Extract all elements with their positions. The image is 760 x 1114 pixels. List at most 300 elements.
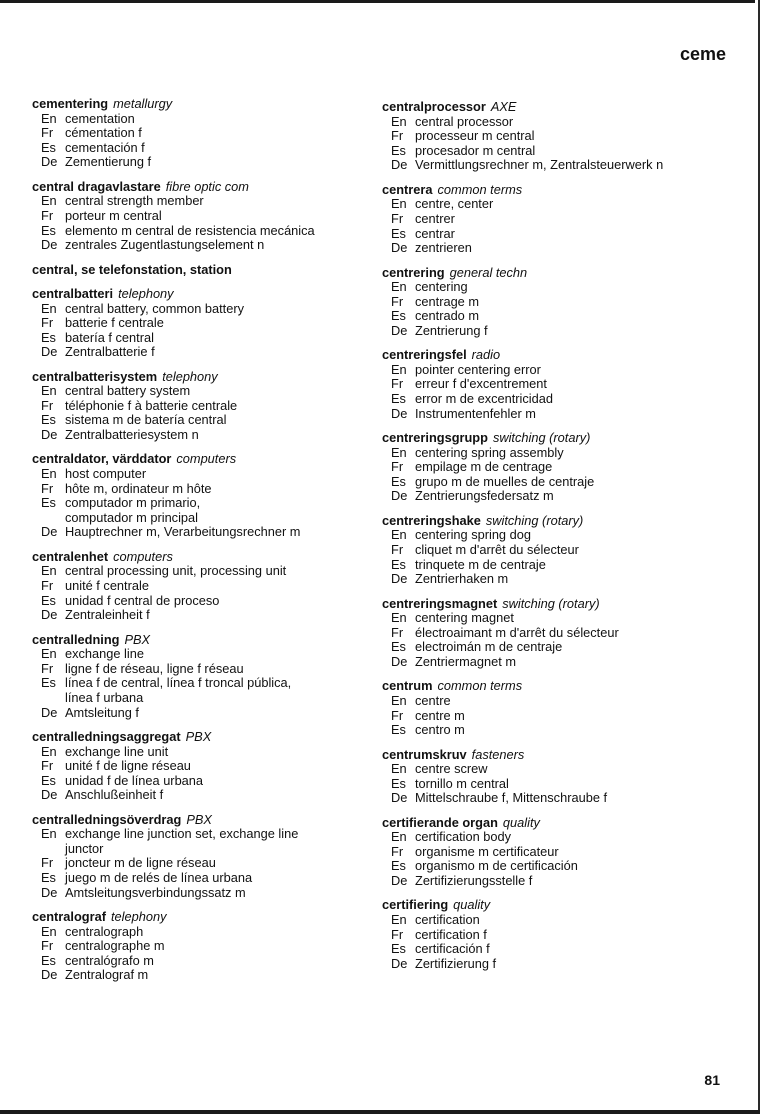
translation-line xyxy=(32,112,372,127)
translation-text: Zentrierhaken m xyxy=(415,571,509,587)
translation-line xyxy=(32,194,372,209)
headword: central dragavlastare xyxy=(32,178,161,194)
subject-domain: PBX xyxy=(185,728,212,744)
headword: centralprocessor xyxy=(382,99,486,114)
headword-line xyxy=(32,910,372,925)
translation-line xyxy=(382,280,722,295)
language-code: Es xyxy=(391,722,406,738)
translation-text: certificación f xyxy=(415,941,490,957)
translation-text: centro m xyxy=(415,722,465,738)
language-code: De xyxy=(41,524,58,540)
translation-line xyxy=(32,871,372,886)
headword: centraldator, värddator xyxy=(32,451,172,467)
headword-line xyxy=(382,597,722,612)
language-code: Fr xyxy=(41,578,54,593)
language-code: De xyxy=(391,488,408,504)
language-code: En xyxy=(41,646,57,662)
translation-text: téléphonie f à batterie centrale xyxy=(65,397,238,413)
headword: centreringsgrupp xyxy=(382,430,488,446)
language-code: En xyxy=(41,383,57,399)
subject-domain: general techn xyxy=(449,264,528,280)
headword-line xyxy=(382,266,722,281)
language-code: Fr xyxy=(41,125,54,141)
translation-line xyxy=(382,489,722,504)
language-code: De xyxy=(41,427,58,443)
translation-text: exchange line unit xyxy=(65,743,169,759)
translation-line xyxy=(32,774,372,789)
translation-line xyxy=(382,762,722,777)
top-border xyxy=(0,0,755,3)
subject-domain: quality xyxy=(453,897,491,913)
translation-text: central processing unit, processing unit xyxy=(65,563,287,579)
translation-line xyxy=(382,241,722,256)
translation-text: tornillo m central xyxy=(415,775,509,791)
translation-line xyxy=(382,942,722,957)
translation-text: centralograph xyxy=(65,923,144,939)
language-code: Es xyxy=(41,870,56,886)
translation-line xyxy=(32,302,372,317)
language-code: Fr xyxy=(391,542,404,558)
language-code: Fr xyxy=(391,843,404,859)
translation-text: computador m primario, xyxy=(65,495,201,511)
translation-line xyxy=(32,886,372,901)
translation-line xyxy=(382,295,722,310)
translation-text: Amtsleitungsverbindungssatz m xyxy=(65,884,246,900)
translation-line xyxy=(382,572,722,587)
dictionary-entry xyxy=(32,287,372,360)
subject-domain: telephony xyxy=(162,368,218,384)
dictionary-entry xyxy=(32,97,372,170)
translation-line xyxy=(382,115,722,130)
language-code: Fr xyxy=(41,938,54,954)
translation-text: batería f central xyxy=(65,329,154,345)
translation-line xyxy=(32,428,372,443)
translation-continuation: computador m principal xyxy=(65,509,199,525)
translation-text: cementación f xyxy=(65,139,145,155)
translation-line xyxy=(32,413,372,428)
translation-text: Instrumentenfehler m xyxy=(415,405,536,421)
headword-line xyxy=(32,550,372,565)
translation-line xyxy=(32,579,372,594)
translation-line xyxy=(32,608,372,623)
translation-line xyxy=(32,759,372,774)
translation-line xyxy=(382,212,722,227)
translation-text: organismo m de certificación xyxy=(415,858,578,874)
translation-line xyxy=(32,954,372,969)
translation-line xyxy=(382,913,722,928)
language-code: Es xyxy=(41,772,56,788)
translation-line xyxy=(32,331,372,346)
translation-line xyxy=(32,968,372,983)
language-code: Fr xyxy=(391,293,404,309)
translation-line xyxy=(32,224,372,239)
translation-line xyxy=(382,158,722,173)
translation-line xyxy=(382,791,722,806)
language-code: Es xyxy=(391,639,406,655)
translation-text: cementation xyxy=(65,110,135,126)
language-code: En xyxy=(41,110,57,126)
translation-text: centering magnet xyxy=(415,610,514,626)
translation-text: certification body xyxy=(415,829,512,845)
subject-domain: fibre optic com xyxy=(165,178,249,194)
language-code: En xyxy=(41,193,57,209)
headword-line xyxy=(32,180,372,195)
translation-continuation: junctor xyxy=(65,840,104,856)
headword: centralbatteri xyxy=(32,285,114,301)
translation-text: Zentrierungsfedersatz m xyxy=(415,488,554,504)
dictionary-entry xyxy=(32,730,372,803)
headword-line xyxy=(32,263,372,278)
subject-domain: switching (rotary) xyxy=(485,512,584,528)
translation-text: electroimán m de centraje xyxy=(415,639,563,655)
language-code: De xyxy=(391,322,408,338)
language-code: Fr xyxy=(41,660,54,676)
translation-text: Zentralograf m xyxy=(65,967,149,983)
translation-line xyxy=(32,856,372,871)
headword-line xyxy=(382,100,722,115)
translation-line xyxy=(382,928,722,943)
language-code: En xyxy=(391,196,407,212)
translation-text: procesador m central xyxy=(415,142,536,158)
language-code: Es xyxy=(41,139,56,155)
translation-text: centralógrafo m xyxy=(65,952,154,968)
translation-line xyxy=(32,238,372,253)
translation-line xyxy=(382,655,722,670)
translation-line xyxy=(382,363,722,378)
translation-line xyxy=(382,859,722,874)
language-code: Es xyxy=(41,222,56,238)
language-code: Es xyxy=(41,412,56,428)
language-code: En xyxy=(391,113,407,129)
translation-text: électroaimant m d'arrêt du sélecteur xyxy=(415,624,619,640)
translation-line xyxy=(32,316,372,331)
translation-text: erreur f d'excentrement xyxy=(415,376,547,392)
right-column xyxy=(382,100,722,981)
translation-line xyxy=(32,384,372,399)
translation-text: unité f de ligne réseau xyxy=(65,758,191,774)
language-code: En xyxy=(391,444,407,460)
translation-line xyxy=(32,141,372,156)
headword: certifiering xyxy=(382,897,449,913)
language-code: En xyxy=(391,829,407,845)
headword-line xyxy=(32,97,372,112)
language-code: De xyxy=(391,790,408,806)
translation-line xyxy=(382,694,722,709)
translation-text: porteur m central xyxy=(65,207,162,223)
headword: central, se telefonstation, station xyxy=(32,261,232,277)
language-code: De xyxy=(41,967,58,983)
translation-text: grupo m de muelles de centraje xyxy=(415,473,595,489)
language-code: De xyxy=(41,787,58,803)
translation-line xyxy=(32,594,372,609)
headword: centralledningsaggregat xyxy=(32,728,181,744)
subject-domain: fasteners xyxy=(471,746,525,762)
dictionary-entry xyxy=(382,679,722,737)
headword: centreringshake xyxy=(382,512,481,528)
headword-line xyxy=(382,431,722,446)
translation-text: Mittelschraube f, Mittenschraube f xyxy=(415,790,608,806)
language-code: Fr xyxy=(41,758,54,774)
translation-text: pointer centering error xyxy=(415,361,541,377)
translation-line xyxy=(32,399,372,414)
headword: centralledning xyxy=(32,631,120,647)
dictionary-entry xyxy=(382,183,722,256)
translation-text: centre xyxy=(415,692,451,708)
translation-text: central strength member xyxy=(65,193,204,209)
language-code: Es xyxy=(391,142,406,158)
translation-text: centering spring assembly xyxy=(415,444,564,460)
headword-line xyxy=(382,514,722,529)
dictionary-entry xyxy=(382,898,722,971)
language-code: Es xyxy=(391,473,406,489)
language-code: En xyxy=(41,300,57,316)
translation-line xyxy=(32,467,372,482)
translation-text: elemento m central de resistencia mecánica xyxy=(65,222,315,238)
translation-text: línea f de central, línea f troncal pública, xyxy=(65,675,292,691)
language-code: Fr xyxy=(41,315,54,331)
translation-line xyxy=(382,874,722,889)
translation-text: Amtsleitung f xyxy=(65,704,139,720)
translation-text: central battery, common battery xyxy=(65,300,244,316)
subject-domain: switching (rotary) xyxy=(492,430,591,446)
translation-line xyxy=(382,392,722,407)
translation-text: certification xyxy=(415,912,480,928)
headword: cementering xyxy=(32,96,109,111)
dictionary-entry xyxy=(32,180,372,253)
language-code: Fr xyxy=(391,376,404,392)
headword: centralenhet xyxy=(32,548,109,564)
translation-line xyxy=(32,155,372,170)
translation-line xyxy=(32,564,372,579)
language-code: De xyxy=(41,704,58,720)
language-code: Fr xyxy=(41,480,54,496)
subject-domain: telephony xyxy=(110,909,167,925)
headword-line xyxy=(382,816,722,831)
translation-line xyxy=(32,647,372,662)
translation-line xyxy=(382,227,722,242)
translation-line xyxy=(382,129,722,144)
language-code: De xyxy=(391,955,408,971)
translation-line xyxy=(32,827,372,842)
dictionary-entry xyxy=(32,452,372,540)
language-code: En xyxy=(391,692,407,708)
translation-line xyxy=(382,528,722,543)
translation-text: Zertifizierung f xyxy=(415,955,497,971)
translation-text: unité f centrale xyxy=(65,578,149,593)
language-code: Es xyxy=(391,225,406,241)
translation-line xyxy=(32,925,372,940)
translation-text: centre, center xyxy=(415,196,494,212)
language-code: De xyxy=(391,873,408,889)
dictionary-entry xyxy=(382,748,722,806)
translation-line xyxy=(382,640,722,655)
language-code: En xyxy=(391,361,407,377)
translation-text: sistema m de batería central xyxy=(65,412,227,428)
left-column xyxy=(32,97,372,993)
language-code: Fr xyxy=(391,210,404,226)
translation-text: zentrieren xyxy=(415,240,472,256)
language-code: Es xyxy=(391,556,406,572)
translation-text: organisme m certificateur xyxy=(415,843,559,859)
translation-text: centralographe m xyxy=(65,938,165,954)
translation-text: Zentrierung f xyxy=(415,322,488,338)
translation-line xyxy=(32,745,372,760)
translation-text: centre m xyxy=(415,707,465,723)
language-code: Es xyxy=(41,592,56,608)
language-code: De xyxy=(391,571,408,587)
translation-continuation: línea f urbana xyxy=(65,689,144,705)
language-code: Fr xyxy=(41,207,54,223)
translation-text: centrer xyxy=(415,210,455,226)
headword: centralbatterisystem xyxy=(32,368,158,384)
language-code: En xyxy=(41,563,57,579)
translation-text: centrado m xyxy=(415,308,480,324)
translation-text: Zentriermagnet m xyxy=(415,653,516,669)
language-code: En xyxy=(41,466,57,482)
translation-text: empilage m de centrage xyxy=(415,459,553,475)
translation-line xyxy=(382,611,722,626)
headword: centralograf xyxy=(32,909,106,925)
translation-line xyxy=(382,475,722,490)
dictionary-entry xyxy=(32,550,372,623)
dictionary-entry xyxy=(382,431,722,504)
language-code: Fr xyxy=(391,128,404,144)
translation-line xyxy=(382,324,722,339)
translation-text: Zementierung f xyxy=(65,154,152,170)
translation-text: Hauptrechner m, Verarbeitungsrechner m xyxy=(65,524,301,540)
translation-text: centering xyxy=(415,279,468,295)
headword-line xyxy=(32,633,372,648)
headword: centrumskruv xyxy=(382,746,467,762)
translation-text: hôte m, ordinateur m hôte xyxy=(65,480,212,496)
translation-line xyxy=(382,543,722,558)
translation-line xyxy=(382,446,722,461)
subject-domain: PBX xyxy=(186,811,212,827)
language-code: De xyxy=(41,884,58,900)
language-code: Fr xyxy=(41,855,54,871)
subject-domain: PBX xyxy=(124,631,151,647)
translation-line xyxy=(32,662,372,677)
translation-line xyxy=(382,377,722,392)
language-code: De xyxy=(391,653,408,669)
language-code: De xyxy=(41,237,58,253)
translation-line xyxy=(382,460,722,475)
language-code: Es xyxy=(391,775,406,791)
subject-domain: common terms xyxy=(437,181,523,197)
headword-line xyxy=(32,370,372,385)
translation-line xyxy=(32,209,372,224)
translation-line xyxy=(382,709,722,724)
dictionary-entry xyxy=(382,816,722,889)
language-code: Es xyxy=(41,329,56,345)
translation-text: joncteur m de ligne réseau xyxy=(65,855,216,871)
language-code: En xyxy=(391,912,407,928)
language-code: Fr xyxy=(41,397,54,413)
language-code: En xyxy=(41,923,57,939)
language-code: Es xyxy=(391,941,406,957)
dictionary-entry xyxy=(32,910,372,983)
subject-domain: computers xyxy=(113,548,173,564)
language-code: En xyxy=(391,527,407,543)
translation-line xyxy=(382,197,722,212)
translation-line xyxy=(382,144,722,159)
translation-line xyxy=(32,482,372,497)
language-code: Fr xyxy=(391,707,404,723)
subject-domain: metallurgy xyxy=(113,96,173,111)
subject-domain: radio xyxy=(471,347,501,363)
translation-text: Zentraleinheit f xyxy=(65,607,150,623)
headword: centrering xyxy=(382,264,445,280)
language-code: De xyxy=(391,157,408,173)
language-code: Es xyxy=(41,952,56,968)
headword-line xyxy=(382,183,722,198)
translation-line xyxy=(382,407,722,422)
headword: centrera xyxy=(382,181,433,197)
dictionary-entry xyxy=(382,348,722,421)
translation-line xyxy=(32,788,372,803)
language-code: En xyxy=(391,761,407,777)
translation-line xyxy=(382,830,722,845)
translation-text: juego m de relés de línea urbana xyxy=(65,870,253,886)
subject-domain: common terms xyxy=(437,678,523,694)
dictionary-entry xyxy=(382,266,722,339)
translation-line xyxy=(32,345,372,360)
translation-line xyxy=(382,626,722,641)
translation-line xyxy=(382,845,722,860)
translation-text: cémentation f xyxy=(65,125,142,141)
translation-line xyxy=(32,525,372,540)
dictionary-entry xyxy=(32,633,372,721)
translation-text: centre screw xyxy=(415,761,488,777)
translation-line xyxy=(382,558,722,573)
language-code: De xyxy=(41,607,58,623)
headword-line xyxy=(32,730,372,745)
headword-line xyxy=(32,452,372,467)
translation-text: host computer xyxy=(65,466,147,482)
language-code: Es xyxy=(41,495,56,511)
headword-line xyxy=(382,898,722,913)
headword: centrum xyxy=(382,678,433,694)
translation-text: unidad f central de proceso xyxy=(65,592,220,608)
translation-text: Anschlußeinheit f xyxy=(65,787,164,803)
translation-text: exchange line junction set, exchange line xyxy=(65,826,299,842)
headword-line xyxy=(382,348,722,363)
translation-line xyxy=(32,939,372,954)
translation-text: Vermittlungsrechner m, Zentralsteuerwerk n xyxy=(415,157,664,173)
translation-text: trinquete m de centraje xyxy=(415,556,546,572)
translation-text: Zertifizierungsstelle f xyxy=(415,873,533,889)
headword: centreringsmagnet xyxy=(382,595,498,611)
translation-line xyxy=(32,706,372,721)
translation-text: certification f xyxy=(415,926,487,942)
dictionary-entry xyxy=(32,370,372,443)
subject-domain: telephony xyxy=(118,285,174,301)
subject-domain: quality xyxy=(502,814,540,830)
translation-line xyxy=(32,126,372,141)
translation-text: ligne f de réseau, ligne f réseau xyxy=(65,660,244,676)
dictionary-entry xyxy=(32,263,372,278)
headword: centreringsfel xyxy=(382,347,467,363)
language-code: De xyxy=(391,405,408,421)
language-code: Fr xyxy=(391,624,404,640)
bottom-border xyxy=(0,1110,760,1114)
subject-domain: computers xyxy=(176,451,237,467)
translation-line xyxy=(32,496,372,511)
translation-text: zentrales Zugentlastungselement n xyxy=(65,237,265,253)
translation-text: centrar xyxy=(415,225,455,241)
subject-domain: AXE xyxy=(490,99,517,114)
language-code: De xyxy=(41,154,58,170)
